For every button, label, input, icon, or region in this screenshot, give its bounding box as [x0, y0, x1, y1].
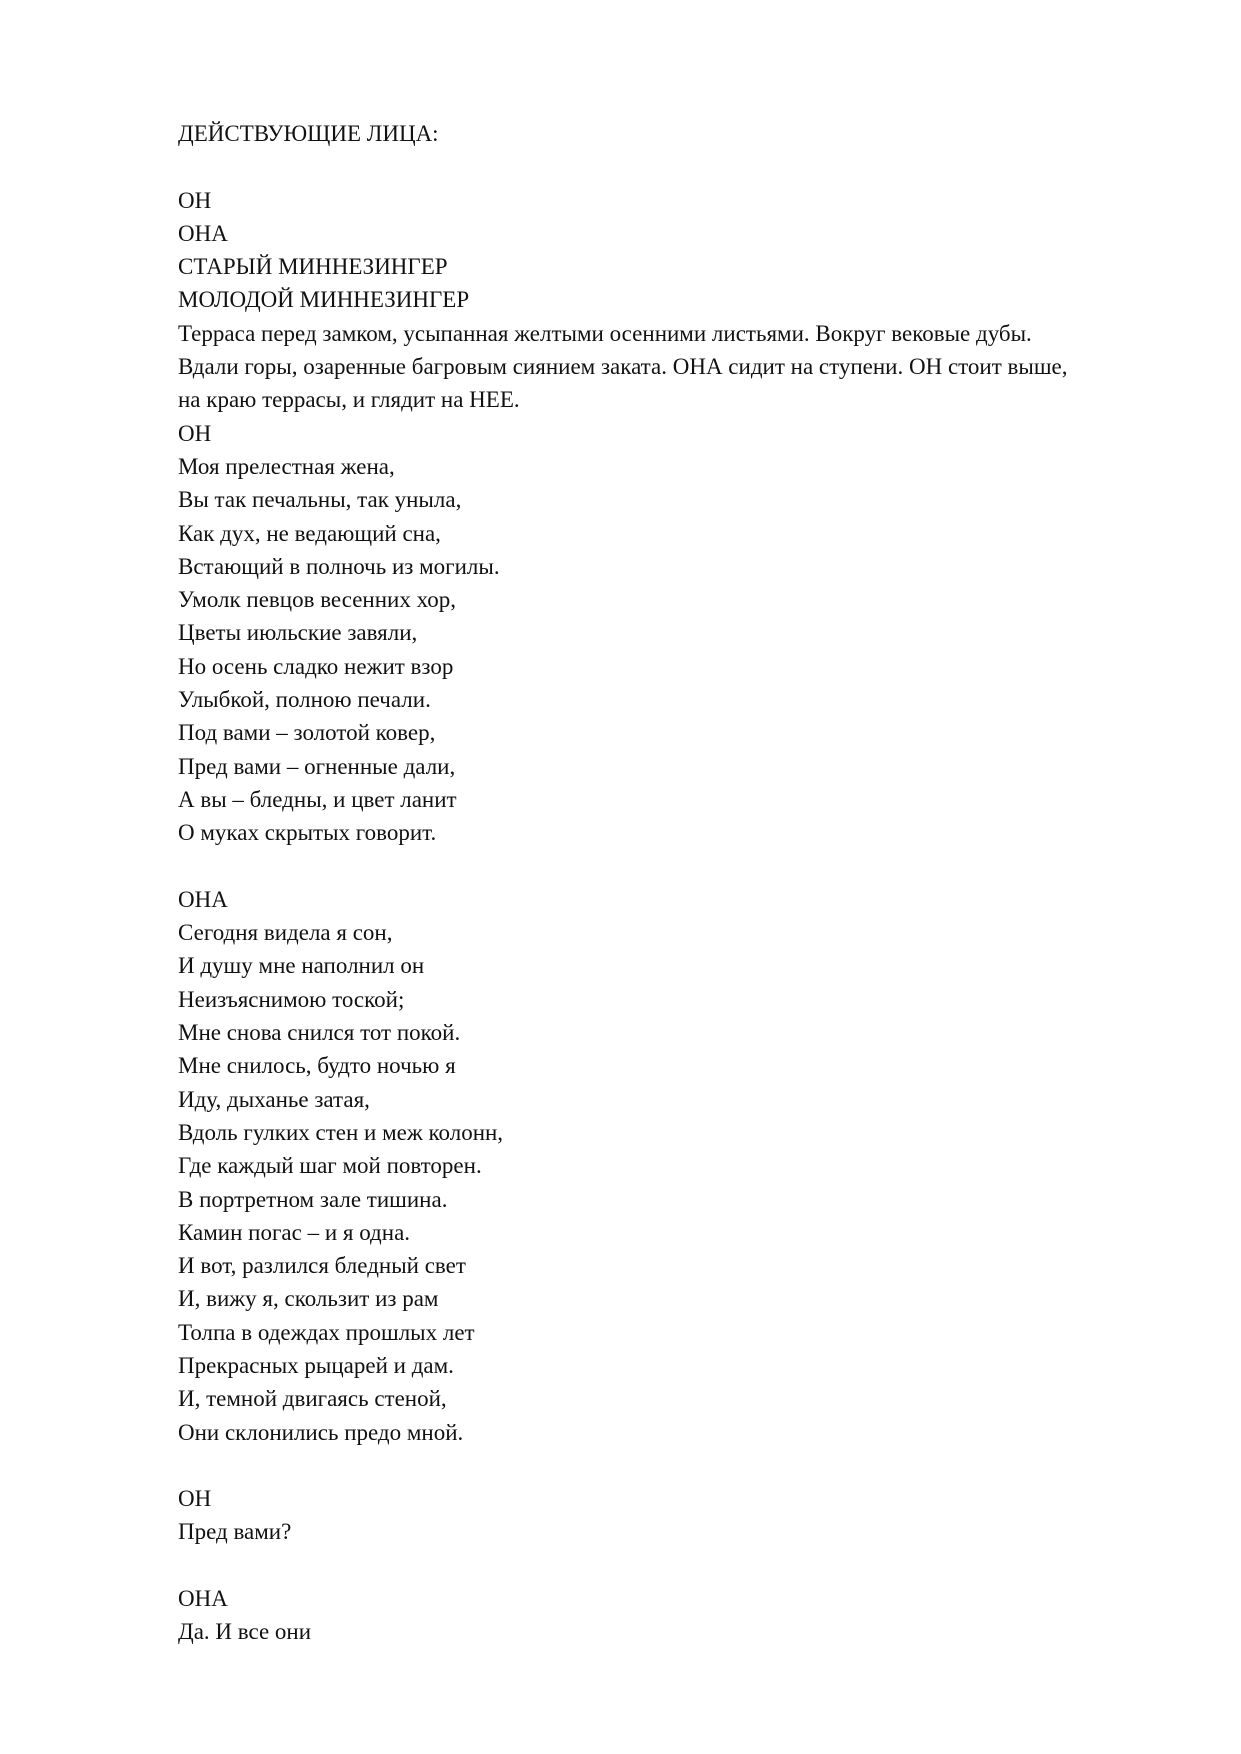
cast-item: ОН [178, 187, 212, 213]
verse-line: В портретном зале тишина. [178, 1186, 448, 1212]
speech-block [178, 1582, 1188, 1649]
verse-line: И вот, разлился бледный свет [178, 1253, 466, 1279]
speaker-name: ОНА [178, 886, 228, 912]
stage-direction-line: Вдали горы, озаренные багровым сиянием заката. ОНА сидит на ступени. ОН стоит выше, [178, 354, 1068, 380]
verse-line: Мне снова снился тот покой. [178, 1020, 461, 1046]
verse-line: Встающий в полночь из могилы. [178, 553, 500, 579]
verse-line: Умолк певцов весенних хор, [178, 587, 456, 613]
blank-line [178, 1449, 1188, 1482]
document-page [178, 117, 1188, 1649]
verse-line: Толпа в одеждах прошлых лет [178, 1319, 475, 1345]
speaker-name: ОН [178, 420, 212, 446]
verse-line: О муках скрытых говорит. [178, 820, 437, 846]
speaker-name: ОНА [178, 1586, 228, 1612]
stage-direction [178, 317, 1188, 417]
stage-direction-line: Терраса перед замком, усыпанная желтыми осенними листьями. Вокруг вековые дубы. [178, 320, 1032, 346]
verse-line: Но осень сладко нежит взор [178, 653, 454, 679]
verse-line: Цветы июльские завяли, [178, 620, 418, 646]
verse-line: И, темной двигаясь стеной, [178, 1386, 447, 1412]
cast-item: ОНА [178, 220, 228, 246]
verse-line: Камин погас – и я одна. [178, 1219, 411, 1245]
cast-heading: ДЕЙСТВУЮЩИЕ ЛИЦА: [178, 121, 439, 146]
verse-line: Улыбкой, полною печали. [178, 687, 431, 713]
verse-line: Моя прелестная жена, [178, 453, 395, 479]
verse-line: Мне снилось, будто ночью я [178, 1053, 456, 1079]
verse-line: Они склонились предо мной. [178, 1419, 464, 1445]
verse-line: Как дух, не ведающий сна, [178, 520, 441, 546]
cast-item: МОЛОДОЙ МИННЕЗИНГЕР [178, 287, 470, 313]
speaker-name: ОН [178, 1486, 212, 1512]
speech-block [178, 883, 1188, 1449]
verse-line: Вы так печальны, так уныла, [178, 487, 462, 513]
verse-line: Вдоль гулких стен и меж колонн, [178, 1119, 504, 1145]
verse-line: Пред вами? [178, 1519, 292, 1545]
verse-line: Прекрасных рыцарей и дам. [178, 1352, 454, 1378]
verse-line: Под вами – золотой ковер, [178, 720, 436, 746]
verse-line: И душу мне наполнил он [178, 953, 425, 979]
blank-line [178, 1549, 1188, 1582]
verse-line: Сегодня видела я сон, [178, 920, 393, 946]
cast-item: СТАРЫЙ МИННЕЗИНГЕР [178, 254, 448, 280]
verse-line: Иду, дыханье затая, [178, 1086, 370, 1112]
verse-line: Да. И все они [178, 1619, 312, 1645]
blank-line [178, 850, 1188, 883]
verse-line: Неизъяснимою тоской; [178, 986, 405, 1012]
verse-line: А вы – бледны, и цвет ланит [178, 786, 457, 812]
verse-line: Пред вами – огненные дали, [178, 753, 456, 779]
verse-line: Где каждый шаг мой повторен. [178, 1153, 482, 1179]
cast-list [178, 184, 1188, 317]
speech-block [178, 1482, 1188, 1549]
speech-block [178, 417, 1188, 850]
stage-direction-line: на краю террасы, и глядит на НЕЕ. [178, 387, 520, 413]
verse-line: И, вижу я, скользит из рам [178, 1286, 439, 1312]
